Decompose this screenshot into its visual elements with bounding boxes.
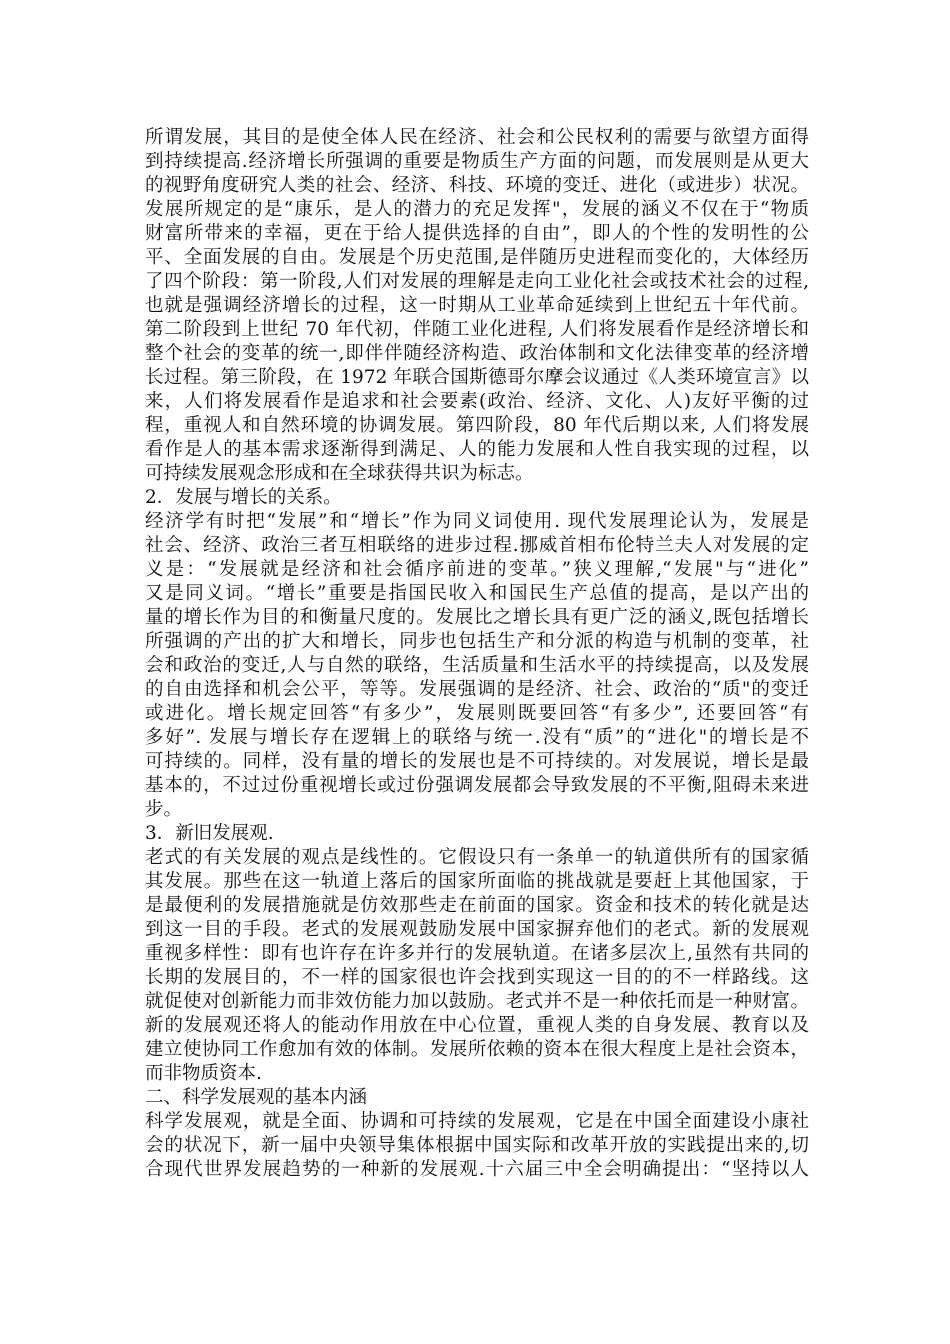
section-heading: 二、科学发展观的基本内涵 [145, 1087, 368, 1108]
text-line: 其发展。那些在这一轨道上落后的国家所面临的挑战就是要赶上其他国家，于 [145, 871, 809, 892]
text-line: 到这一目的手段。老式的发展观鼓励发展中国家摒弃他们的老式。新的发展观 [145, 919, 809, 940]
text-line: 会和政治的变迁,人与自然的联络，生活质量和生活水平的持续提高，以及发展 [145, 655, 809, 676]
text-line: 程，重视人和自然环境的协调发展。第四阶段，80 年代后期以来, 人们将发展 [145, 415, 809, 436]
text-line: 整个社会的变革的统一,即伴伴随经济构造、政治体制和文化法律变革的经济增 [145, 343, 809, 364]
text-line: 发展所规定的是“康乐，是人的潜力的充足发挥"，发展的涵义不仅在于“物质 [145, 199, 809, 220]
text-line: 会的状况下，新一届中央领导集体根据中国实际和改革开放的实践提出来的,切 [145, 1135, 809, 1156]
text-line: 可持续的。同样，没有量的增长的发展也是不可持续的。对发展说，增长是最 [145, 751, 809, 772]
text-line: 而非物质资本. [145, 1063, 262, 1084]
text-line: 义是：“发展就是经济和社会循序前进的变革。”狭义理解,“发展"与“进化” [145, 559, 809, 580]
text-line: 的视野角度研究人类的社会、经济、科技、环境的变迁、进化（或进步）状况。 [145, 175, 809, 196]
text-line: 经济学有时把“发展”和“增长”作为同义词使用. 现代发展理论认为，发展是 [145, 511, 809, 532]
text-line: 到持续提高.经济增长所强调的重要是物质生产方面的问题，而发展则是从更大 [145, 151, 809, 172]
text-line: 是最便利的发展措施就是仿效那些走在前面的国家。资金和技术的转化就是达 [145, 895, 809, 916]
text-line: 看作是人的基本需求逐渐得到满足、人的能力发展和人性自我实现的过程，以 [145, 439, 809, 460]
text-line: 老式的有关发展的观点是线性的。它假设只有一条单一的轨道供所有的国家循 [145, 847, 809, 868]
text-line: 或进化。增长规定回答“有多少”，发展则既要回答“有多少”, 还要回答“有 [145, 703, 809, 724]
section-heading: 2．发展与增长的关系。 [145, 487, 342, 508]
text-line: 就促使对创新能力而非效仿能力加以鼓励。老式并不是一种依托而是一种财富。 [145, 991, 809, 1012]
text-line: 可持续发展观念形成和在全球获得共识为标志。 [145, 463, 534, 484]
text-line: 建立使协同工作愈加有效的体制。发展所依赖的资本在很大程度上是社会资本， [145, 1039, 809, 1060]
text-line: 步。 [145, 799, 183, 820]
text-line: 量的增长作为目的和衡量尺度的。发展比之增长具有更广泛的涵义,既包括增长 [145, 607, 809, 628]
text-line: 合现代世界发展趋势的一种新的发展观.十六届三中全会明确提出：“坚持以人 [145, 1159, 809, 1180]
text-line: 财富所带来的幸福，更在于给人提供选择的自由”，即人的个性的发明性的公 [145, 223, 809, 244]
text-line: 也就是强调经济增长的过程，这一时期从工业革命延续到上世纪五十年代前。 [145, 295, 809, 316]
section-heading: 3．新旧发展观. [145, 823, 274, 844]
text-line: 平、全面发展的自由。发展是个历史范围,是伴随历史进程而变化的，大体经历 [145, 247, 809, 268]
text-line: 第二阶段到上世纪 70 年代初，伴随工业化进程, 人们将发展看作是经济增长和 [145, 319, 809, 340]
text-line: 科学发展观，就是全面、协调和可持续的发展观，它是在中国全面建设小康社 [145, 1111, 809, 1132]
text-line: 新的发展观还将人的能动作用放在中心位置，重视人类的自身发展、教育以及 [145, 1015, 809, 1036]
text-line: 社会、经济、政治三者互相联络的进步过程.挪威首相布伦特兰夫人对发展的定 [145, 535, 809, 556]
text-line: 重视多样性：即有也许存在许多并行的发展轨道。在诸多层次上,虽然有共同的 [145, 943, 809, 964]
text-line: 所强调的产出的扩大和增长，同步也包括生产和分派的构造与机制的变革，社 [145, 631, 809, 652]
text-line: 来，人们将发展看作是追求和社会要素(政治、经济、文化、人)友好平衡的过 [145, 391, 809, 412]
text-line: 基本的，不过过份重视增长或过份强调发展都会导致发展的不平衡,阻碍未来进 [145, 775, 809, 796]
document-body [145, 126, 809, 1182]
text-line: 的自由选择和机会公平，等等。发展强调的是经济、社会、政治的“质"的变迁 [145, 679, 809, 700]
text-line: 了四个阶段：第一阶段,人们对发展的理解是走向工业化社会或技术社会的过程, [145, 271, 809, 292]
text-line: 又是同义词。“增长”重要是指国民收入和国民生产总值的提高，是以产出的 [145, 583, 809, 604]
text-line: 长期的发展目的，不一样的国家很也许会找到实现这一目的的不一样路线。这 [145, 967, 809, 988]
text-line: 所谓发展，其目的是使全体人民在经济、社会和公民权利的需要与欲望方面得 [145, 127, 809, 148]
text-line: 长过程。第三阶段，在 1972 年联合国斯德哥尔摩会议通过《人类环境宣言》以 [145, 367, 809, 388]
text-line: 多好”. 发展与增长存在逻辑上的联络与统一.没有“质”的“进化"的增长是不 [145, 727, 809, 748]
